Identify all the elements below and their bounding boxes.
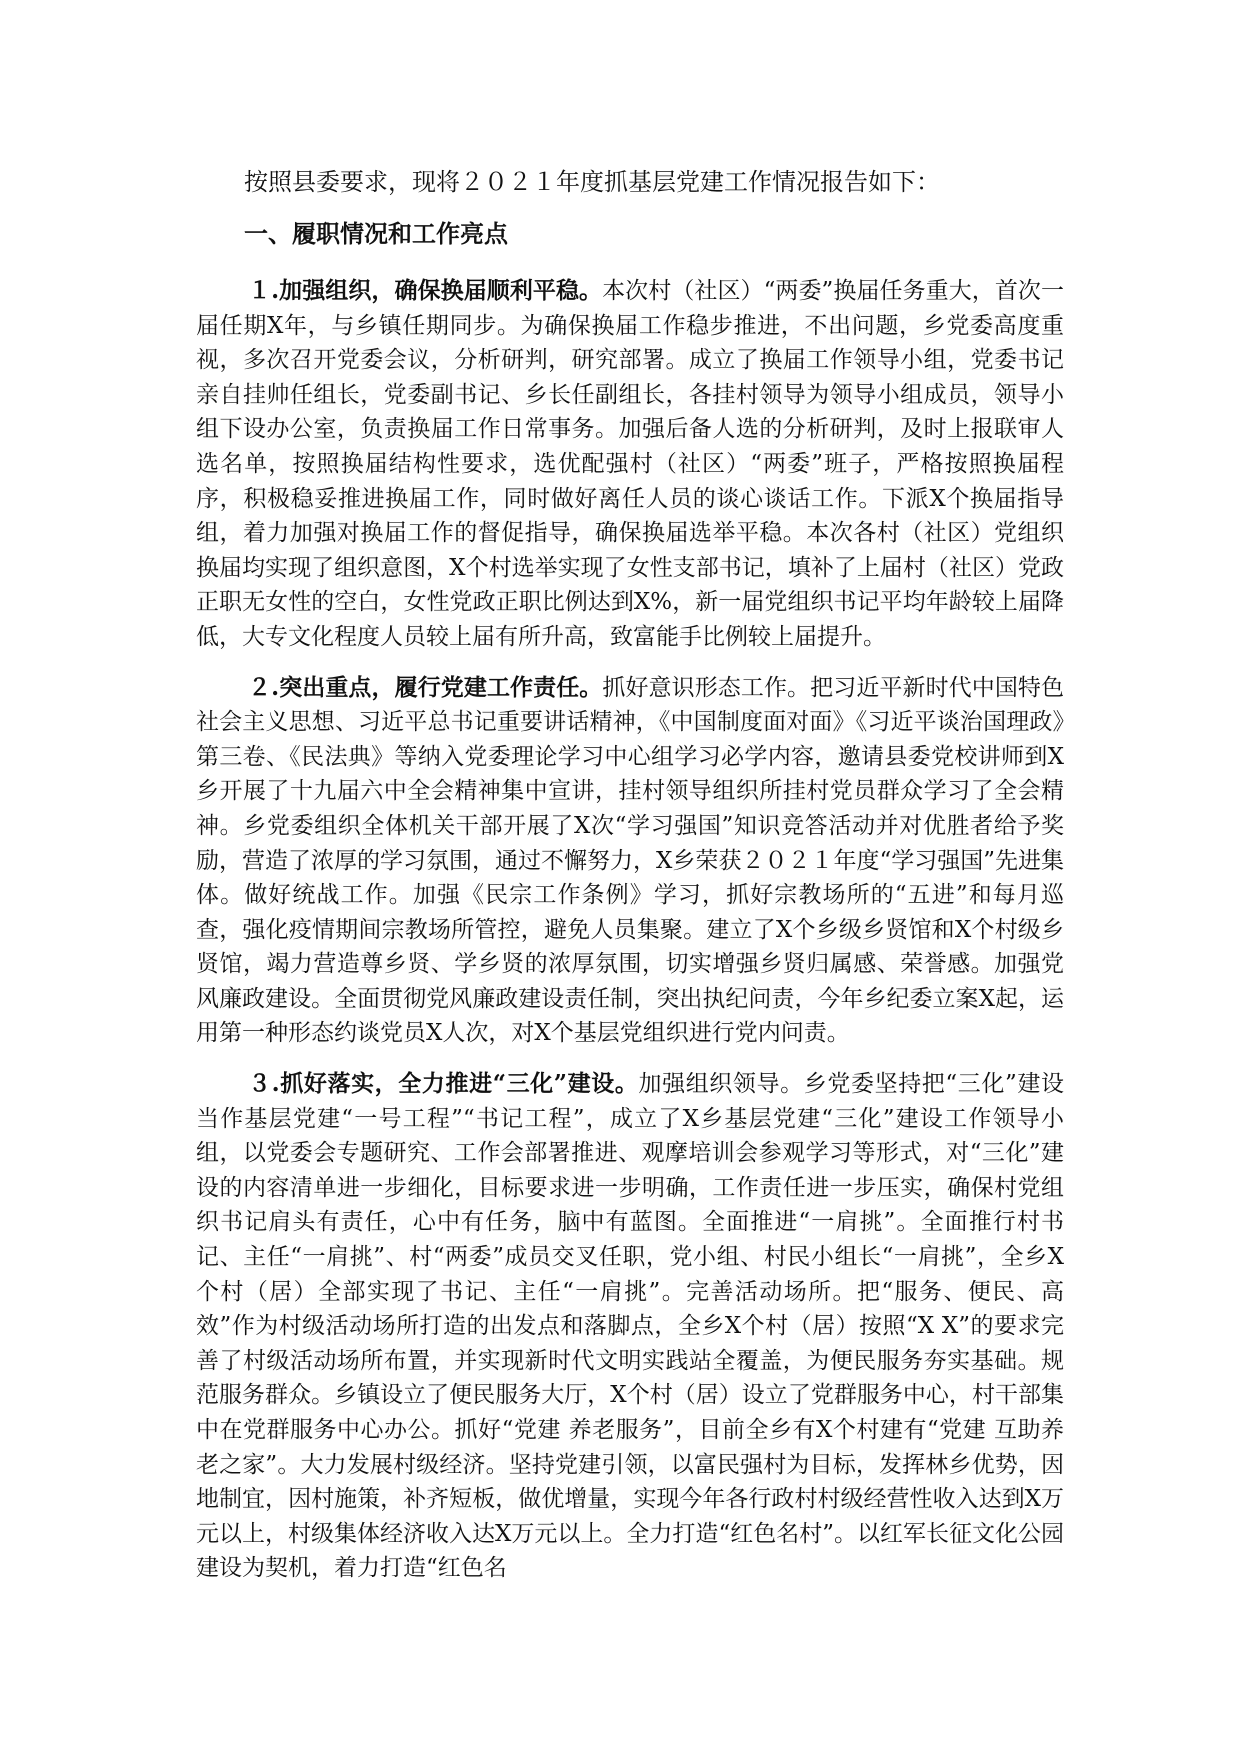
paragraph-3 <box>196 1067 1064 1586</box>
paragraph-1-lead: １.加强组织，确保换届顺利平稳。 <box>248 277 603 304</box>
paragraph-2-lead: ２.突出重点，履行党建工作责任。 <box>248 673 603 701</box>
intro-paragraph: 按照县委要求，现将２０２１年度抓基层党建工作情况报告如下： <box>244 168 940 196</box>
paragraph-1 <box>196 274 1064 655</box>
document-body <box>196 162 1064 1602</box>
paragraph-3-lead: ３.抓好落实，全力推进“三化”建设。 <box>248 1070 639 1098</box>
paragraph-2-body: 抓好意识形态工作。把习近平新时代中国特色社会主义思想、习近平总书记重要讲话精神，《中国制度面对面》《习近平谈治国理政》第三卷、《民法典》等纳入党委理论学习中心组学习必学内容，邀请县委党校讲师到X乡开展了十九届六中全会精神集中宣讲，挂村领导组织所挂村党员群众学习了全会精神。乡党委组织全体机关干部开展了X次“学习强国”知识竞答活动并对优胜者给予奖励，营造了浓厚的学习氛围，通过不懈努力，X乡荣获２０２１年度“学习强国”先进集体。做好统战工作。加强《民宗工作条例》学习，抓好宗教场所的“五进”和每月巡查，强化疫情期间宗教场所管控，避免人员集聚。建立了X个乡级乡贤馆和X个村级乡贤馆，竭力营造尊乡贤、学乡贤的浓厚氛围，切实增强乡贤归属感、荣誉感。加强党风廉政建设。全面贯彻党风廉政建设责任制，突出执纪问责，今年乡纪委立案X起，运用第一种形态约谈党员X人次，对X个基层党组织进行党内问责。 <box>196 674 1064 1047</box>
paragraph-3-body: 加强组织领导。乡党委坚持把“三化”建设当作基层党建“一号工程”“书记工程”，成立了X乡基层党建“三化”建设工作领导小组，以党委会专题研究、工作会部署推进、观摩培训会参观学习等形式，对“三化”建设的内容清单进一步细化，目标要求进一步明确，工作责任进一步压实，确保村党组织书记肩头有责任，心中有任务，脑中有蓝图。全面推进“一肩挑”。全面推行村书记、主任“一肩挑”、村“两委”成员交叉任职，党小组、村民小组长“一肩挑”，全乡X个村（居）全部实现了书记、主任“一肩挑”。完善活动场所。把“服务、便民、高效”作为村级活动场所打造的出发点和落脚点，全乡X个村（居）按照“X X”的要求完善了村级活动场所布置，并实现新时代文明实践站全覆盖，为便民服务夯实基础。规范服务群众。乡镇设立了便民服务大厅，X个村（居）设立了党群服务中心，村干部集中在党群服务中心办公。抓好“党建 养老服务”，目前全乡有X个村建有“党建 互助养老之家”。大力发展村级经济。坚持党建引领，以富民强村为目标，发挥林乡优势，因地制宜，因村施策，补齐短板，做优增量，实现今年各行政村村级经营性收入达到X万元以上，村级集体经济收入达X万元以上。全力打造“红色名村”。以红军长征文化公园建设为契机，着力打造“红色名 <box>196 1071 1064 1582</box>
paragraph-1-body: 本次村（社区）“两委”换届任务重大，首次一届任期X年，与乡镇任期同步。为确保换届工作稳步推进，不出问题，乡党委高度重视，多次召开党委会议，分析研判，研究部署。成立了换届工作领导小组，党委书记亲自挂帅任组长，党委副书记、乡长任副组长，各挂村领导为领导小组成员，领导小组下设办公室，负责换届工作日常事务。加强后备人选的分析研判，及时上报联审人选名单，按照换届结构性要求，选优配强村（社区）“两委”班子，严格按照换届程序，积极稳妥推进换届工作，同时做好离任人员的谈心谈话工作。下派X个换届指导组，着力加强对换届工作的督促指导，确保换届选举平稳。本次各村（社区）党组织换届均实现了组织意图，X个村选举实现了女性支部书记，填补了上届村（社区）党政正职无女性的空白，女性党政正职比例达到X%，新一届党组织书记平均年龄较上届降低，大专文化程度人员较上届有所升高，致富能手比例较上届提升。 <box>196 278 1064 650</box>
section-heading: 一、履职情况和工作亮点 <box>244 220 508 248</box>
paragraph-2 <box>196 671 1064 1052</box>
